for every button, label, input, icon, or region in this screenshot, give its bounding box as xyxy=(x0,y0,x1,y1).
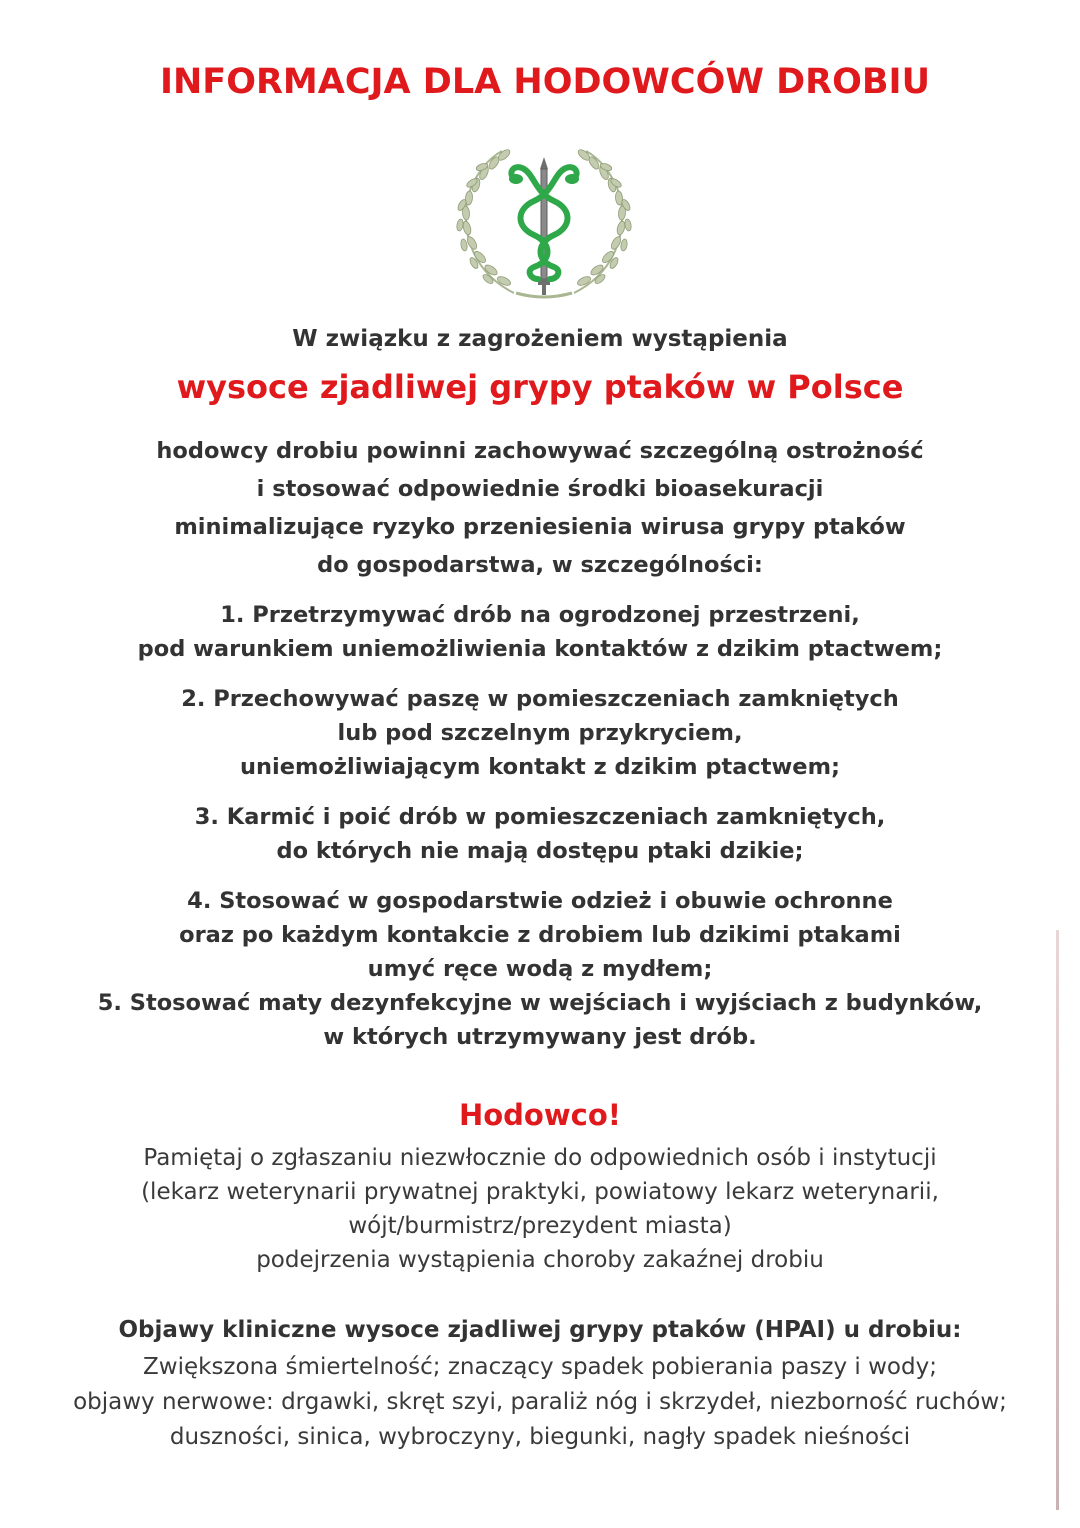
list-item-line: 3. Karmić i poić drób w pomieszczeniach zamkniętych, xyxy=(194,804,886,830)
callout-line: podejrzenia wystąpienia choroby zakaźnej drobiu xyxy=(256,1247,824,1273)
wreath-left-leaves xyxy=(456,148,512,287)
symptoms-text xyxy=(0,1350,1080,1455)
callout-line: (lekarz weterynarii prywatnej praktyki, powiatowy lekarz weterynarii, xyxy=(141,1179,939,1205)
list-item xyxy=(0,884,1080,986)
callout-line: Pamiętaj o zgłaszaniu niezwłocznie do odpowiednich osób i instytucji xyxy=(143,1145,937,1171)
guidance-paragraph xyxy=(0,432,1080,584)
paragraph-line: i stosować odpowiednie środki bioasekuracji xyxy=(256,476,824,502)
list-item xyxy=(0,682,1080,784)
paragraph-line: do gospodarstwa, w szczególności: xyxy=(317,552,763,578)
list-item-line: 5. Stosować maty dezynfekcyjne w wejściach i wyjściach z budynków, xyxy=(97,990,983,1016)
staff xyxy=(538,157,550,295)
list-item-line: uniemożliwiającym kontakt z dzikim ptactwem; xyxy=(239,754,841,780)
document-title: INFORMACJA DLA HODOWCÓW DROBIU xyxy=(159,62,931,102)
callout-line: wójt/burmistrz/prezydent miasta) xyxy=(348,1213,732,1239)
symptoms-heading: Objawy kliniczne wysoce zjadliwej grypy ptaków (HPAI) u drobiu: xyxy=(118,1317,962,1343)
list-item xyxy=(0,598,1080,666)
list-item-line: do których nie mają dostępu ptaki dzikie; xyxy=(276,838,804,864)
symptoms-line: objawy nerwowe: drgawki, skręt szyi, paraliż nóg i skrzydeł, niezborność ruchów; xyxy=(73,1389,1007,1415)
list-item xyxy=(0,986,1080,1054)
intro-highlight: wysoce zjadliwej grypy ptaków w Polsce xyxy=(176,368,904,406)
symptoms-line: duszności, sinica, wybroczyny, biegunki, nagły spadek nieśności xyxy=(169,1424,911,1450)
paragraph-line: hodowcy drobiu powinni zachowywać szczególną ostrożność xyxy=(156,438,924,464)
callout-text xyxy=(0,1141,1080,1277)
callout-heading: Hodowco! xyxy=(458,1098,621,1132)
list-item-line: 2. Przechowywać paszę w pomieszczeniach zamkniętych xyxy=(181,686,899,712)
list-item-line: oraz po każdym kontakcie z drobiem lub dzikimi ptakami xyxy=(179,922,901,948)
wreath-right-leaves xyxy=(576,148,632,287)
caduceus-wreath-icon xyxy=(454,143,634,305)
intro-line: W związku z zagrożeniem wystąpienia xyxy=(292,326,788,352)
measures-list xyxy=(0,598,1080,1070)
list-item-line: w których utrzymywany jest drób. xyxy=(323,1024,757,1050)
symptoms-line: Zwiększona śmiertelność; znaczący spadek pobierania paszy i wody; xyxy=(143,1354,937,1380)
list-item-line: 1. Przetrzymywać drób na ogrodzonej przestrzeni, xyxy=(220,602,860,628)
list-item-line: pod warunkiem uniemożliwienia kontaktów z dzikim ptactwem; xyxy=(137,636,943,662)
list-item-line: 4. Stosować w gospodarstwie odzież i obuwie ochronne xyxy=(187,888,893,914)
list-item-line: umyć ręce wodą z mydłem; xyxy=(367,956,713,982)
paragraph-line: minimalizujące ryzyko przeniesienia wirusa grypy ptaków xyxy=(174,514,906,540)
list-item xyxy=(0,800,1080,868)
list-item-line: lub pod szczelnym przykryciem, xyxy=(337,720,743,746)
